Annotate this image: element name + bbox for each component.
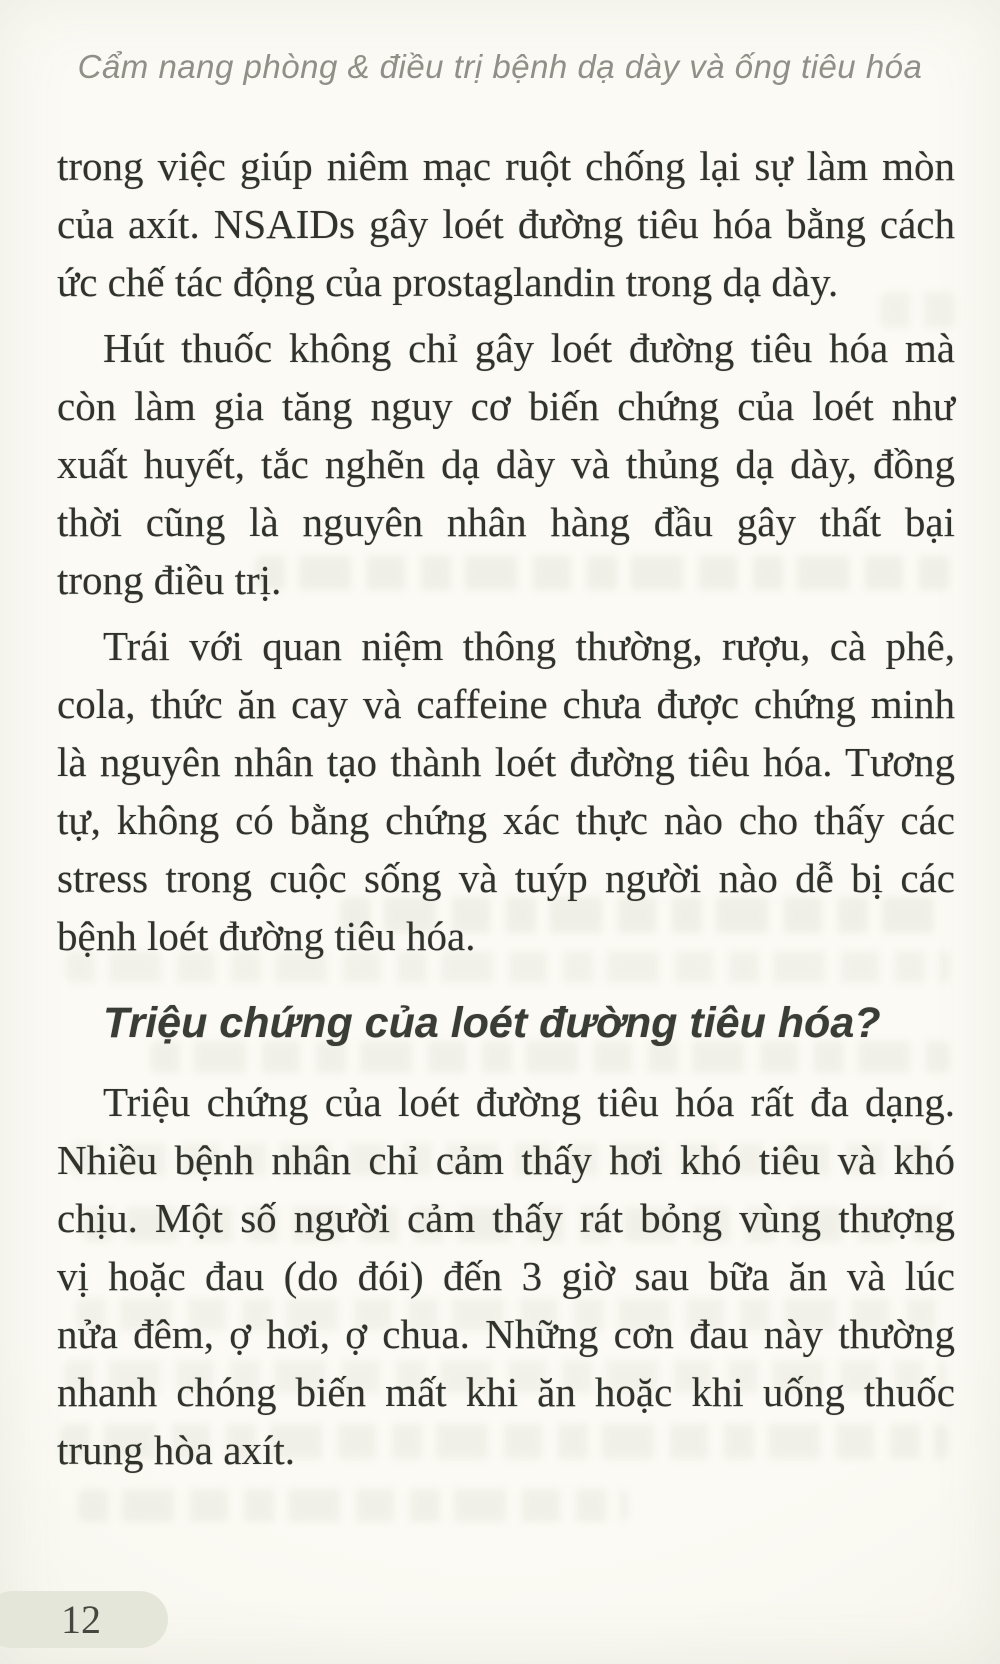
- paragraph-line: Trái với quan niệm thông thường, rượu, cà phê,: [103, 623, 955, 669]
- paragraph-line: của axít. NSAIDs gây loét đường tiêu hóa bằng cách: [57, 201, 955, 247]
- page-number-pill: [0, 1591, 168, 1648]
- paragraph-line: trong việc giúp niêm mạc ruột chống lại sự làm mòn: [57, 143, 955, 189]
- paragraph-line: tự, không có bằng chứng xác thực nào cho thấy các: [57, 797, 955, 843]
- body-paragraph: [57, 617, 955, 965]
- paragraph-line: bệnh loét đường tiêu hóa.: [57, 913, 476, 959]
- body-paragraph: [57, 319, 955, 609]
- paragraph-line: ức chế tác động của prostaglandin trong dạ dày.: [57, 259, 839, 305]
- paragraph-line: trung hòa axít.: [57, 1427, 295, 1473]
- text-column: [57, 137, 955, 1487]
- running-header: Cẩm nang phòng & điều trị bệnh dạ dày và ống tiêu hóa: [77, 48, 923, 85]
- paragraph-line: stress trong cuộc sống và tuýp người nào dễ bị các: [57, 855, 955, 901]
- paragraph-line: là nguyên nhân tạo thành loét đường tiêu hóa. Tương: [57, 739, 955, 785]
- body-paragraph: [57, 137, 955, 311]
- paragraph-line: chịu. Một số người cảm thấy rát bỏng vùng thượng: [57, 1195, 955, 1241]
- bleedthrough-artifact: [78, 1489, 628, 1522]
- paragraph-line: trong điều trị.: [57, 557, 282, 603]
- paragraph-line: Triệu chứng của loét đường tiêu hóa rất đa dạng.: [103, 1079, 955, 1125]
- paragraph-line: vị hoặc đau (do đói) đến 3 giờ sau bữa ăn và lúc: [57, 1253, 955, 1299]
- paragraph-line: thời cũng là nguyên nhân hàng đầu gây thất bại: [57, 499, 955, 545]
- paragraph-line: Nhiều bệnh nhân chỉ cảm thấy hơi khó tiêu và khó: [57, 1137, 955, 1183]
- paragraph-line: xuất huyết, tắc nghẽn dạ dày và thủng dạ dày, đồng: [57, 441, 955, 487]
- paragraph-line: còn làm gia tăng nguy cơ biến chứng của loét như: [57, 383, 955, 429]
- paragraph-line: nhanh chóng biến mất khi ăn hoặc khi uống thuốc: [57, 1369, 955, 1415]
- body-paragraph: [57, 1073, 955, 1479]
- paragraph-line: Hút thuốc không chỉ gây loét đường tiêu hóa mà: [103, 325, 955, 371]
- paragraph-line: cola, thức ăn cay và caffeine chưa được chứng minh: [57, 681, 955, 727]
- page-number: 12: [61, 1597, 101, 1642]
- section-heading: Triệu chứng của loét đường tiêu hóa?: [103, 999, 881, 1047]
- paragraph-line: nửa đêm, ợ hơi, ợ chua. Những cơn đau này thường: [57, 1311, 955, 1357]
